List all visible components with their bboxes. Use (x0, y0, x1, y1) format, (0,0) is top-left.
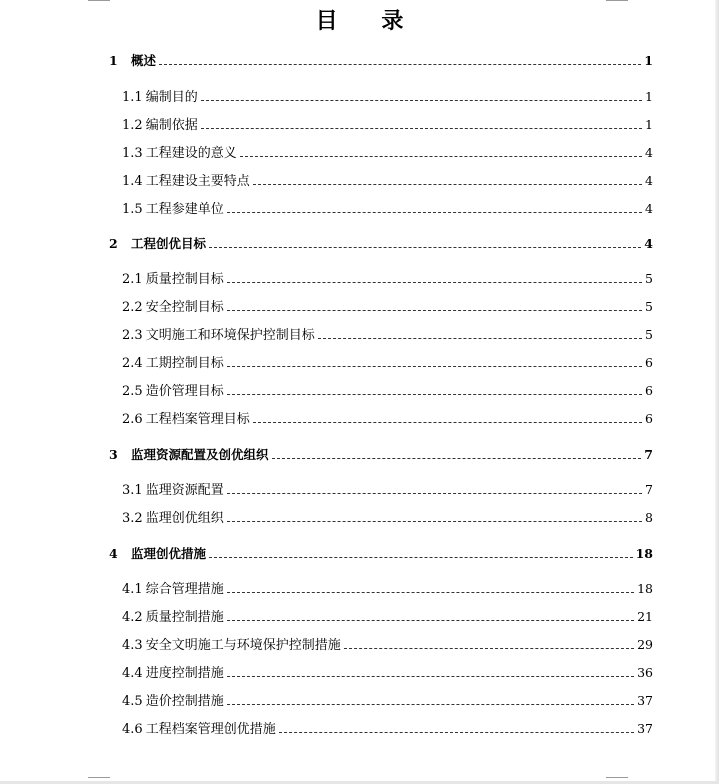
toc-entry-page-number: 36 (637, 665, 653, 680)
toc-section-4-3[interactable] (122, 636, 653, 654)
toc-entry-label: 造价管理目标 (145, 384, 224, 399)
toc-leader-dashes (318, 338, 642, 339)
toc-leader-dashes (240, 156, 642, 157)
toc-leader-dashes (227, 676, 634, 677)
toc-entry-number: 3.1 (122, 483, 143, 498)
toc-entry-page-number: 4 (644, 236, 653, 251)
toc-section-4-5[interactable] (122, 692, 653, 710)
toc-section-1-5[interactable] (122, 200, 653, 218)
toc-leader-dashes (227, 212, 642, 213)
toc-section-4-2[interactable] (122, 608, 653, 626)
toc-chapter-3[interactable] (109, 446, 653, 464)
toc-entry-label: 安全控制目标 (145, 300, 224, 315)
toc-entry-page-number: 5 (645, 271, 653, 286)
toc-entry-number: 1.3 (122, 146, 143, 161)
toc-leader-dashes (279, 732, 634, 733)
toc-entry-page-number: 5 (645, 299, 653, 314)
toc-entry-number: 4 (109, 546, 118, 561)
toc-entry-number: 4.2 (122, 610, 143, 625)
toc-entry-label: 工程建设的意义 (145, 146, 237, 161)
toc-entry-label: 监理创优组织 (145, 511, 224, 526)
toc-entry-page-number: 4 (645, 201, 653, 216)
toc-entry-label: 监理资源配置 (145, 483, 224, 498)
toc-leader-dashes (253, 422, 642, 423)
toc-entry-page-number: 6 (645, 411, 653, 426)
toc-entry-label: 工程参建单位 (145, 202, 224, 217)
toc-entry-page-number: 21 (637, 609, 653, 624)
toc-leader-dashes (227, 282, 642, 283)
toc-entry-number: 1 (109, 53, 118, 68)
toc-entry-number: 1.4 (122, 174, 143, 189)
toc-entry-number: 2.5 (122, 384, 143, 399)
toc-entry-page-number: 1 (645, 89, 653, 104)
toc-entry-page-number: 37 (637, 693, 653, 708)
toc-entry-label: 监理资源配置及创优组织 (131, 447, 269, 462)
toc-section-2-2[interactable] (122, 298, 653, 316)
toc-entry-page-number: 18 (637, 581, 653, 596)
toc-section-1-1[interactable] (122, 88, 653, 106)
toc-leader-dashes (159, 64, 641, 65)
toc-entry-page-number: 7 (644, 447, 653, 462)
toc-section-3-1[interactable] (122, 481, 653, 499)
toc-leader-dashes (227, 620, 634, 621)
toc-entry-label: 质量控制措施 (145, 610, 224, 625)
toc-entry-number: 3 (109, 447, 118, 462)
toc-section-4-6[interactable] (122, 720, 653, 738)
toc-chapter-4[interactable] (109, 545, 653, 563)
toc-section-2-6[interactable] (122, 410, 653, 428)
toc-entry-page-number: 6 (645, 355, 653, 370)
toc-entry-label: 文明施工和环境保护控制目标 (145, 328, 315, 343)
toc-entry-label: 工程档案管理目标 (145, 412, 250, 427)
toc-leader-dashes (227, 521, 642, 522)
toc-leader-dashes (209, 557, 633, 558)
toc-leader-dashes (227, 704, 634, 705)
toc-entry-number: 2.3 (122, 328, 143, 343)
toc-section-2-4[interactable] (122, 354, 653, 372)
toc-entry-label: 工程档案管理创优措施 (145, 722, 276, 737)
toc-entry-label: 监理创优措施 (131, 546, 207, 561)
toc-section-4-4[interactable] (122, 664, 653, 682)
toc-leader-dashes (201, 128, 642, 129)
toc-section-1-4[interactable] (122, 172, 653, 190)
toc-entry-page-number: 1 (644, 53, 653, 68)
toc-entry-label: 工期控制目标 (145, 356, 224, 371)
toc-entry-number: 1.5 (122, 202, 143, 217)
toc-entry-page-number: 4 (645, 173, 653, 188)
toc-entry-number: 4.1 (122, 582, 143, 597)
toc-leader-dashes (272, 458, 642, 459)
toc-entry-label: 工程建设主要特点 (145, 174, 250, 189)
toc-entry-number: 2.6 (122, 412, 143, 427)
toc-leader-dashes (227, 366, 642, 367)
toc-section-1-3[interactable] (122, 144, 653, 162)
toc-section-4-1[interactable] (122, 580, 653, 598)
toc-entry-number: 4.5 (122, 694, 143, 709)
toc-entry-number: 4.4 (122, 666, 143, 681)
toc-entry-page-number: 6 (645, 383, 653, 398)
toc-leader-dashes (227, 394, 642, 395)
toc-chapter-1[interactable] (109, 52, 653, 70)
toc-leader-dashes (253, 184, 642, 185)
toc-entry-page-number: 7 (645, 482, 653, 497)
toc-entry-number: 2.2 (122, 300, 143, 315)
toc-entry-page-number: 4 (645, 145, 653, 160)
toc-entry-number: 3.2 (122, 511, 143, 526)
toc-entry-number: 2 (109, 236, 118, 251)
toc-section-2-3[interactable] (122, 326, 653, 344)
toc-leader-dashes (201, 100, 642, 101)
toc-entry-label: 质量控制目标 (145, 272, 224, 287)
toc-leader-dashes (227, 310, 642, 311)
toc-entry-label: 进度控制措施 (145, 666, 224, 681)
toc-entry-number: 4.6 (122, 722, 143, 737)
toc-section-3-2[interactable] (122, 509, 653, 527)
toc-entry-page-number: 5 (645, 327, 653, 342)
toc-entry-label: 造价控制措施 (145, 694, 224, 709)
toc-entry-label: 编制目的 (145, 90, 198, 105)
toc-entry-page-number: 8 (645, 510, 653, 525)
toc-leader-dashes (344, 648, 634, 649)
toc-leader-dashes (227, 592, 634, 593)
toc-entry-number: 2.4 (122, 356, 143, 371)
toc-entry-label: 编制依据 (145, 118, 198, 133)
toc-entry-number: 2.1 (122, 272, 143, 287)
toc-leader-dashes (227, 493, 642, 494)
toc-entry-label: 安全文明施工与环境保护控制措施 (145, 638, 341, 653)
toc-leader-dashes (209, 247, 641, 248)
toc-section-2-5[interactable] (122, 382, 653, 400)
toc-entry-page-number: 37 (637, 721, 653, 736)
toc-entry-page-number: 18 (635, 546, 653, 561)
toc-entry-number: 1.1 (122, 90, 143, 105)
toc-entry-number: 1.2 (122, 118, 143, 133)
toc-entry-number: 4.3 (122, 638, 143, 653)
toc-entry-label: 综合管理措施 (145, 582, 224, 597)
toc-entry-label: 工程创优目标 (131, 236, 207, 251)
toc-entry-page-number: 29 (637, 637, 653, 652)
toc-title: 目 录 (315, 9, 422, 34)
toc-section-1-2[interactable] (122, 116, 653, 134)
toc-section-2-1[interactable] (122, 270, 653, 288)
toc-entry-label: 概述 (131, 53, 157, 68)
toc-chapter-2[interactable] (109, 235, 653, 253)
toc-entry-page-number: 1 (645, 117, 653, 132)
